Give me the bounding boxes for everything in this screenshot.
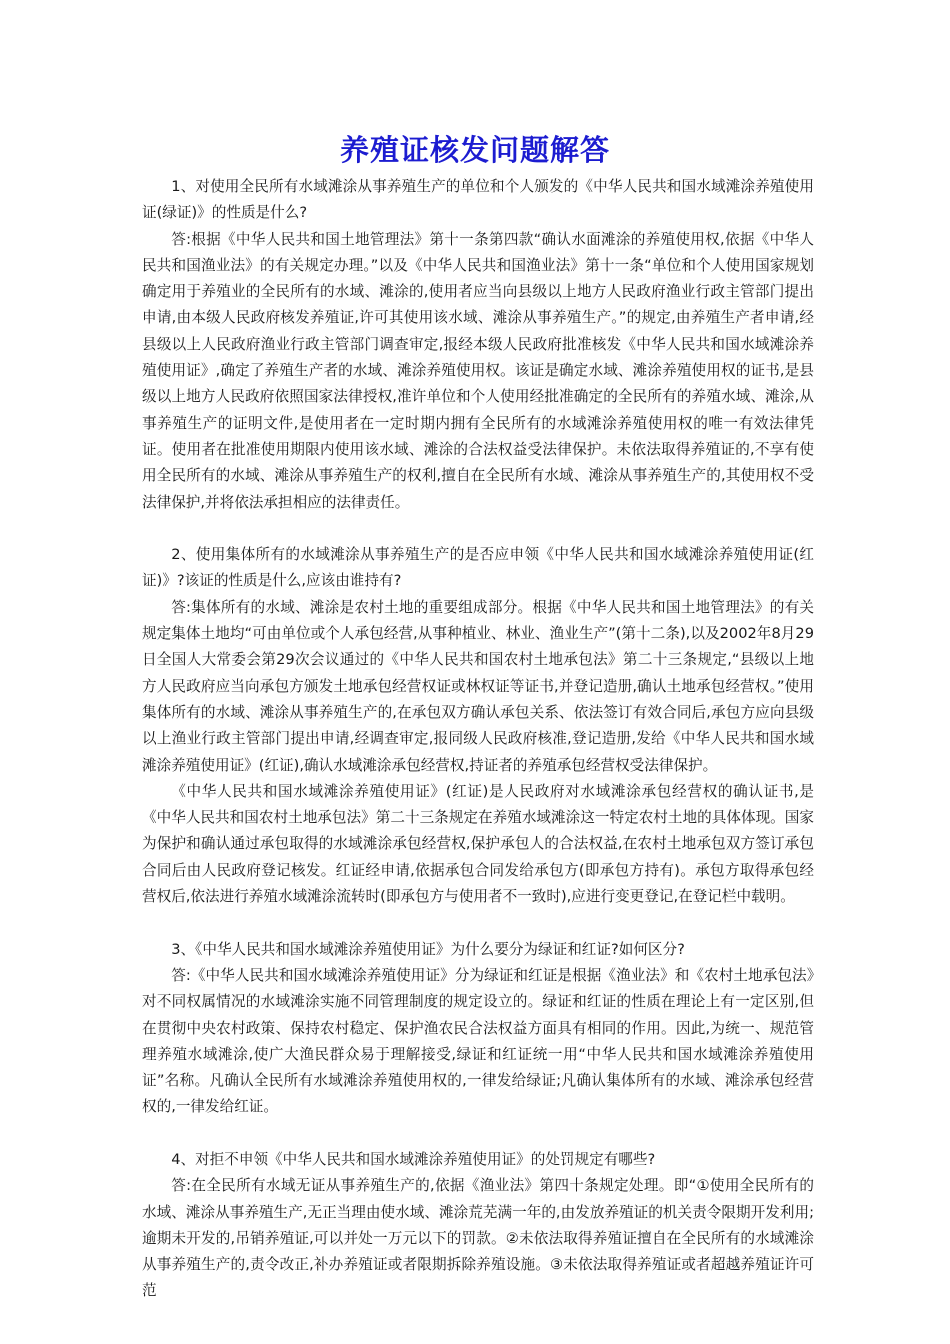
document-body: [142, 174, 814, 1305]
paragraph-gap: [142, 1121, 814, 1147]
answer-2: 答:集体所有的水域、滩涂是农村土地的重要组成部分。根据《中华人民共和国土地管理法》的有关规定集体土地均“可由单位或个人承包经营,从事种植业、林业、渔业生产”(第十二条),以及2002年8月29日全国人大常委会第29次会议通过的《中华人民共和国农村土地承包法》第二十三条规定,“县级以上地方人民政府应当向承包方颁发土地承包经营权证或林权证等证书,并登记造册,确认土地承包经营权。”使用集体所有的水域、滩涂从事养殖生产的,在承包双方确认承包关系、依法签订有效合同后,承包方应向县级以上渔业行政主管部门提出申请,经调查审定,报同级人民政府核准,登记造册,发给《中华人民共和国水域滩涂养殖使用证》(红证),确认水域滩涂承包经营权,持证者的养殖承包经营权受法律保护。: [142, 598, 814, 774]
question-3: 3、《中华人民共和国水域滩涂养殖使用证》为什么要分为绿证和红证?如何区分?: [171, 940, 685, 958]
document-title: 养殖证核发问题解答: [339, 133, 610, 167]
answer-3: 答:《中华人民共和国水域滩涂养殖使用证》分为绿证和红证是根据《渔业法》和《农村土地承包法》对不同权属情况的水域滩涂实施不同管理制度的规定设立的。绿证和红证的性质在理论上有一定区别,但在贯彻中央农村政策、保持农村稳定、保护渔农民合法权益方面具有相同的作用。因此,为统一、规范管理养殖水域滩涂,使广大渔民群众易于理解接受,绿证和红证统一用“中华人民共和国水域滩涂养殖使用证”名称。凡确认全民所有水域滩涂养殖使用权的,一律发给绿证;凡确认集体所有的水域、滩涂承包经营权的,一律发给红证。: [142, 966, 814, 1116]
question-4: 4、对拒不申领《中华人民共和国水域滩涂养殖使用证》的处罚规定有哪些?: [171, 1150, 656, 1168]
answer-1: 答:根据《中华人民共和国土地管理法》第十一条第四款“确认水面滩涂的养殖使用权,依据《中华人民共和国渔业法》的有关规定办理。”以及《中华人民共和国渔业法》第十一条“单位和个人使用国家规划确定用于养殖业的全民所有的水域、滩涂的,使用者应当向县级以上地方人民政府渔业行政主管部门提出申请,由本级人民政府核发养殖证,许可其使用该水域、滩涂从事养殖生产。”的规定,由养殖生产者申请,经县级以上人民政府渔业行政主管部门调查审定,报经本级人民政府批准核发《中华人民共和国水域滩涂养殖使用证》,确定了养殖生产者的水域、滩涂养殖使用权。该证是确定水域、滩涂养殖使用权的证书,是县级以上地方人民政府依照国家法律授权,准许单位和个人使用经批准确定的全民所有的养殖水域、滩涂,从事养殖生产的证明文件,是使用者在一定时期内拥有全民所有的水域滩涂养殖使用权的唯一有效法律凭证。使用者在批准使用期限内使用该水域、滩涂的合法权益受法律保护。未依法取得养殖证的,不享有使用全民所有的水域、滩涂从事养殖生产的权利,擅自在全民所有水域、滩涂从事养殖生产的,其使用权不受法律保护,并将依法承担相应的法律责任。: [142, 230, 814, 511]
answer-4: 答:在全民所有水域无证从事养殖生产的,依据《渔业法》第四十条规定处理。即“①使用全民所有的水域、滩涂从事养殖生产,无正当理由使水域、滩涂荒芜满一年的,由发放养殖证的机关责令限期开发利用;逾期未开发的,吊销养殖证,可以并处一万元以下的罚款。②未依法取得养殖证擅自在全民所有的水域滩涂从事养殖生产的,责令改正,补办养殖证或者限期拆除养殖设施。③未依法取得养殖证或者超越养殖证许可范: [142, 1177, 814, 1300]
answer-2-continued: 《中华人民共和国水域滩涂养殖使用证》(红证)是人民政府对水域滩涂承包经营权的确认证书,是《中华人民共和国农村土地承包法》第二十三条规定在养殖水域滩涂这一特定农村土地的具体体现。国家为保护和确认通过承包取得的水域滩涂承包经营权,保护承包人的合法权益,在农村土地承包双方签订承包合同后由人民政府登记核发。红证经申请,依据承包合同发给承包方(即承包方持有)。承包方取得承包经营权后,依法进行养殖水域滩涂流转时(即承包方与使用者不一致时),应进行变更登记,在登记栏中载明。: [142, 782, 814, 906]
question-1: 1、对使用全民所有水域滩涂从事养殖生产的单位和个人颁发的《中华人民共和国水域滩涂养殖使用证(绿证)》的性质是什么?: [142, 178, 814, 222]
paragraph-gap: [142, 910, 814, 936]
paragraph-gap: [142, 516, 814, 542]
question-2: 2、使用集体所有的水域滩涂从事养殖生产的是否应申领《中华人民共和国水域滩涂养殖使用证(红证)》?该证的性质是什么,应该由谁持有?: [142, 546, 814, 590]
